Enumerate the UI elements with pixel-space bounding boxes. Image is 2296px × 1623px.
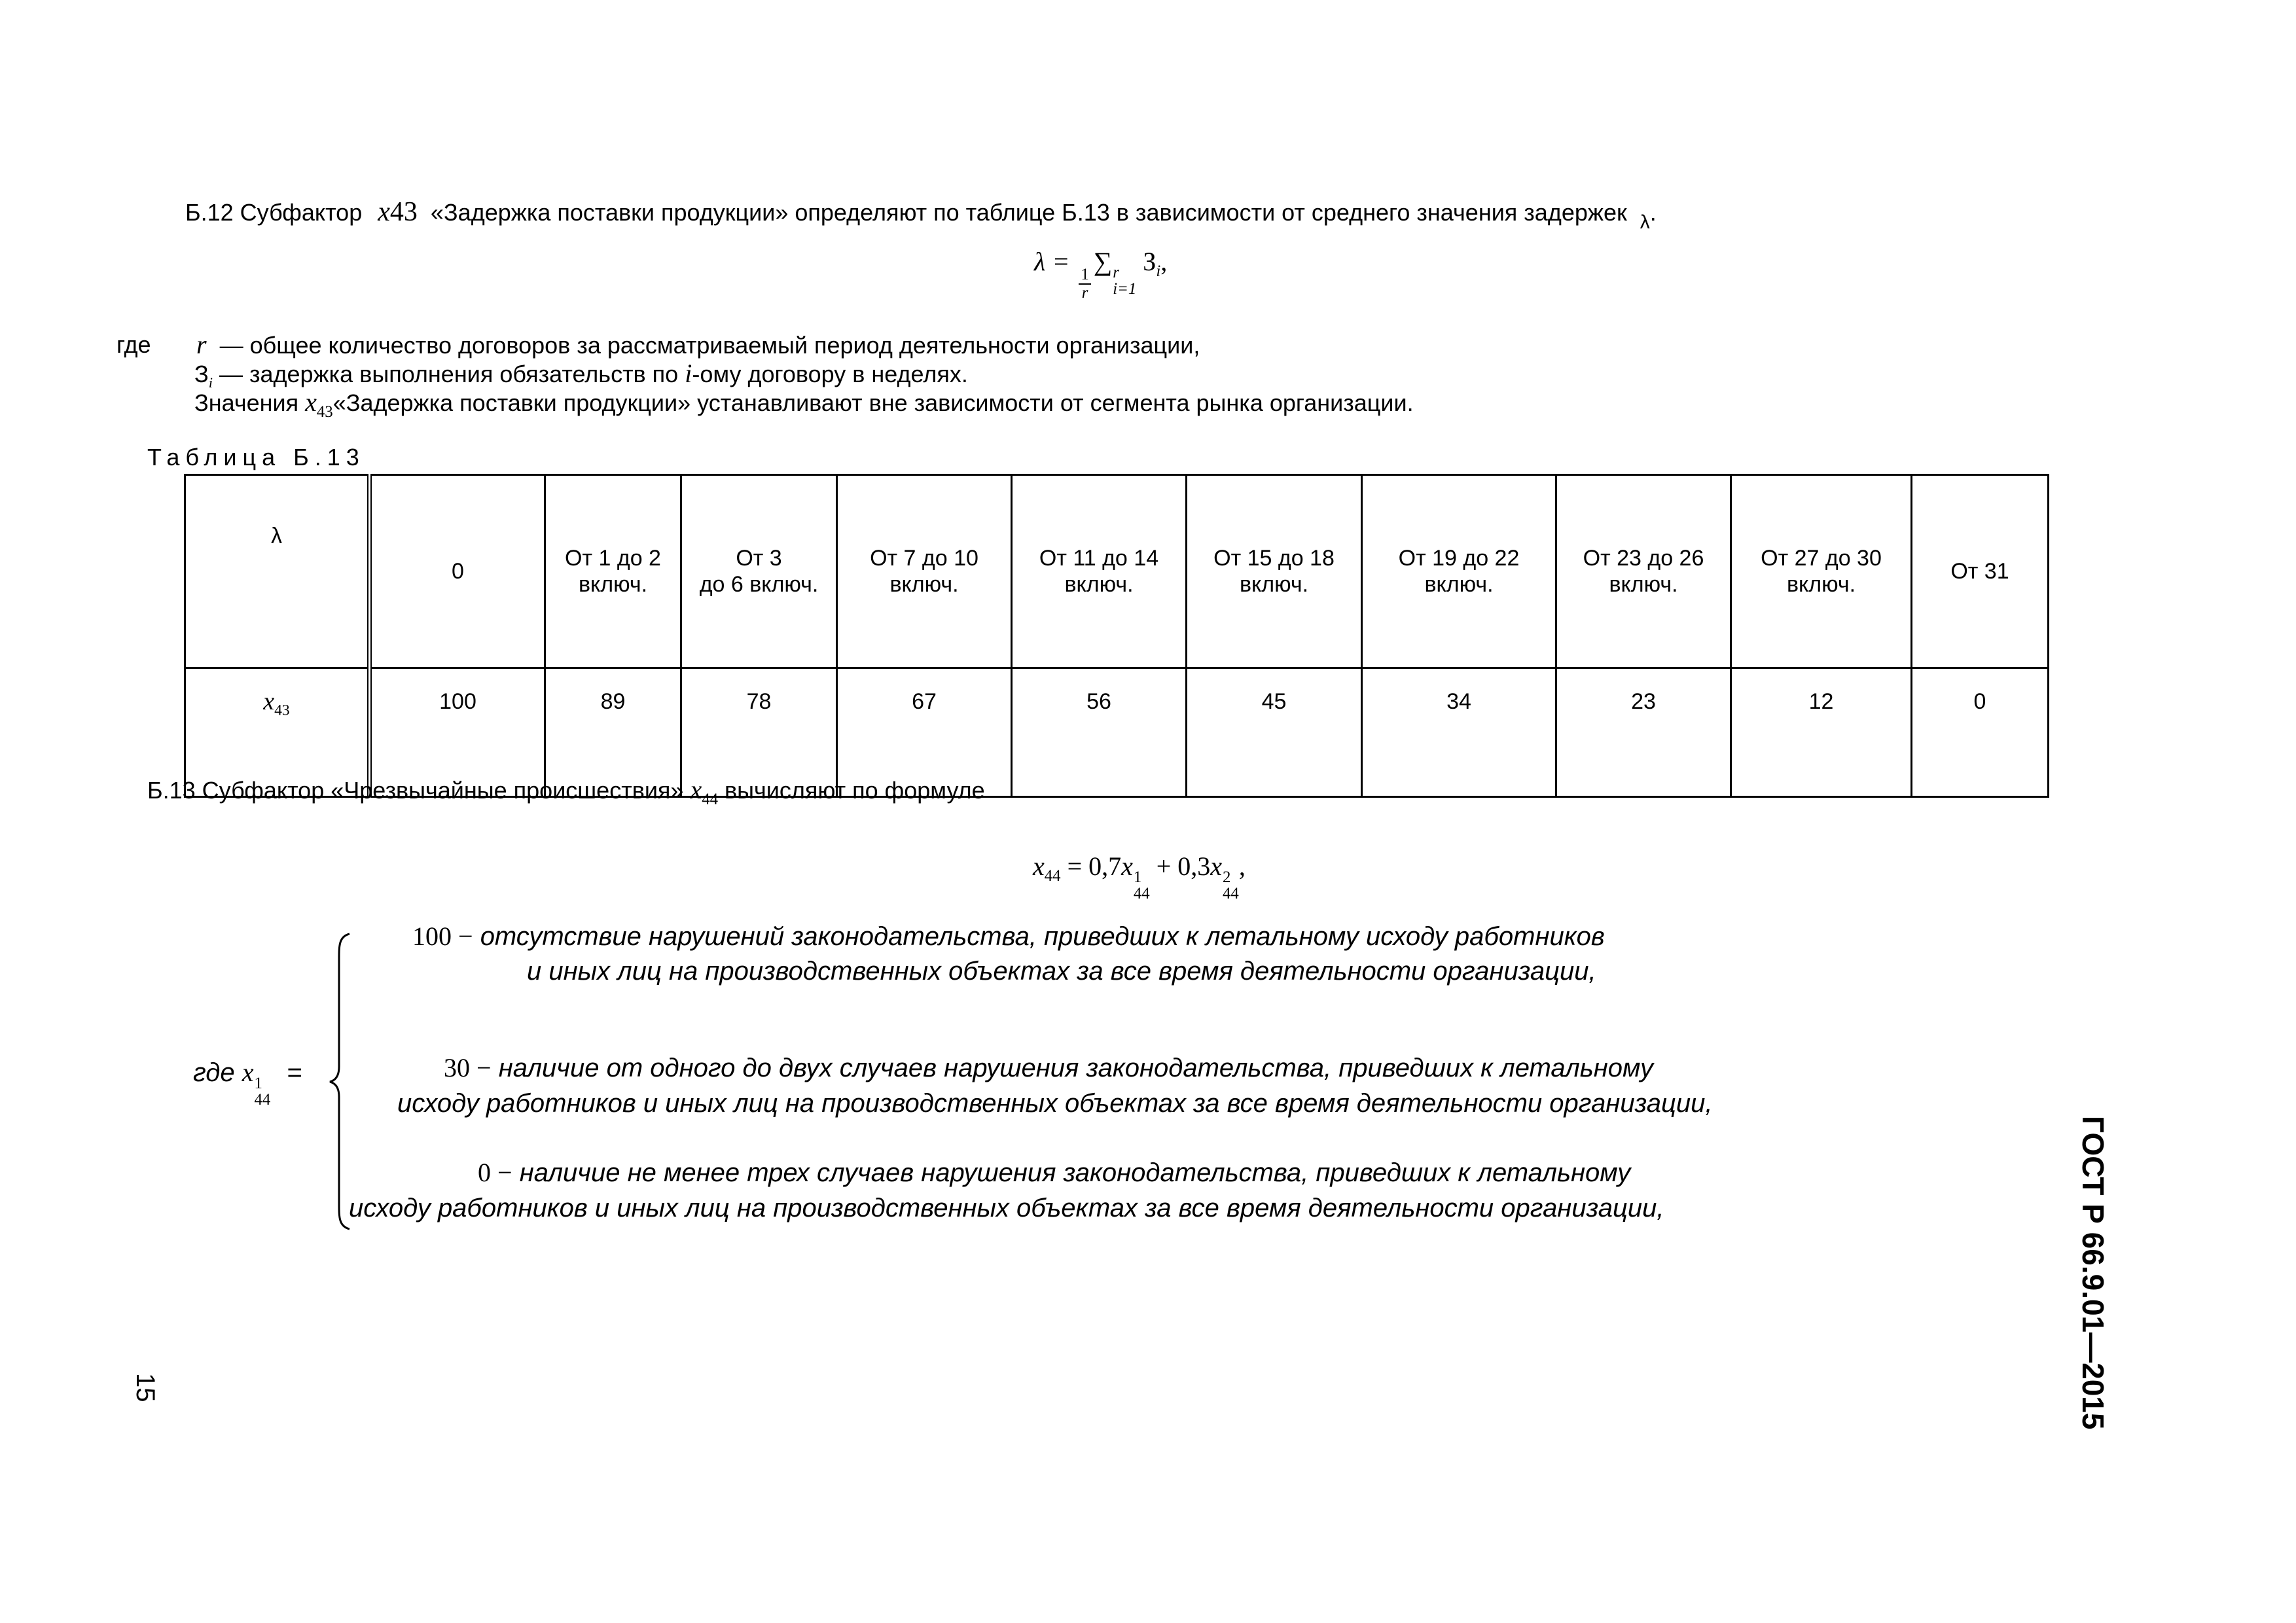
table-header-cell: От 1 до 2 включ. (545, 475, 681, 668)
fraction-numerator: 1 (1079, 266, 1090, 285)
table-value-cell: 12 (1731, 668, 1912, 797)
formula-lambda-tail: , (1160, 247, 1168, 276)
b12-paragraph (185, 197, 1657, 233)
b13-prefix: Б.13 Субфактор «Чрезвычайные происшествия» (147, 777, 684, 804)
left-brace (327, 933, 353, 1230)
fraction-denominator: r (1081, 283, 1088, 302)
table-b13 (184, 474, 2049, 798)
table-value-cell: 45 (1187, 668, 1362, 797)
case2-line2: исходу работников и иных лиц на производственных объектах за все время деятельности организации, (397, 1089, 1713, 1118)
table-header-cell: От 23 до 26 включ. (1556, 475, 1731, 668)
table-header-cell: От 27 до 30 включ. (1731, 475, 1912, 668)
table-header-cell: 0 (370, 475, 545, 668)
x44-plus: + 0,3 (1156, 851, 1211, 881)
case3-text1: наличие не менее трех случаев нарушения законодательства, приведших к летальному (519, 1158, 1631, 1187)
b12-var: x43 (378, 197, 418, 227)
where-z-line (194, 359, 968, 389)
sum-term: $З_i$ (1143, 247, 1161, 280)
where-word: где (117, 331, 151, 358)
case3-line1 (478, 1157, 1630, 1188)
values-var: $x_{43}$ (305, 387, 333, 421)
formula-lambda-lhs: λ = (1034, 247, 1070, 276)
r-desc: — общее количество договоров за рассматриваемый период деятельности организации, (219, 332, 1200, 359)
z-desc-1: — задержка выполнения обязательств по (219, 361, 679, 387)
formula-lambda-fraction (1079, 266, 1090, 302)
case3-line2: исходу работников и иных лиц на производственных объектах за все время деятельности организации, (349, 1194, 1664, 1222)
table-value-cell: 78 (681, 668, 837, 797)
formula-lambda (1034, 243, 1167, 302)
values-desc: «Задержка поставки продукции» устанавливают вне зависимости от сегмента рынка организации. (332, 389, 1414, 416)
table-header-cell: От 7 до 10 включ. (837, 475, 1012, 668)
z-i: i (685, 359, 692, 388)
z-var: $З_i$ (194, 361, 213, 391)
cases-lhs (193, 1057, 302, 1109)
table-value-cell: 23 (1556, 668, 1731, 797)
table-value-cell: 67 (837, 668, 1012, 797)
cases-eq: = (287, 1058, 302, 1087)
cases-var: x 1 44 (242, 1058, 271, 1109)
table-x43-header: $x_{43}$ (185, 668, 370, 797)
page-number: 15 (131, 1373, 160, 1402)
table-header-cell: От 31 (1912, 475, 2049, 668)
table-value-cell: 100 (370, 668, 545, 797)
table-header-row (185, 475, 2049, 668)
sum-lower: i=1 (1113, 279, 1137, 298)
case1-line2: и иных лиц на производственных объектах за все время деятельности организации, (527, 957, 1596, 986)
b12-lambda: λ (1640, 211, 1650, 233)
case2-value: 30 − (444, 1053, 492, 1082)
values-line (194, 387, 1414, 421)
table-header-cell: От 19 до 22 включ. (1362, 475, 1556, 668)
table-caption: Таблица Б.13 (147, 444, 365, 471)
table-value-cell: 0 (1912, 668, 2049, 797)
x44-lhs: $x_{44}$ (1033, 851, 1061, 885)
b12-text: «Задержка поставки продукции» определяют по таблице Б.13 в зависимости от среднего значения задержек (430, 199, 1627, 226)
sum-upper: r (1113, 264, 1119, 282)
cases-where-word: где (193, 1058, 235, 1087)
x44-term1: x 1 44 (1121, 851, 1150, 902)
table-header-cell: От 15 до 18 включ. (1187, 475, 1362, 668)
r-var: r (196, 330, 207, 359)
case1-value: 100 − (412, 921, 473, 951)
sum-symbol: ∑ (1093, 247, 1113, 276)
table-lambda-header: λ (185, 475, 370, 668)
values-prefix: Значения (194, 389, 299, 416)
table-value-cell: 34 (1362, 668, 1556, 797)
case3-value: 0 − (478, 1158, 512, 1187)
formula-x44 (1033, 848, 1246, 902)
document-side-title: ГОСТ Р 66.9.01—2015 (2076, 1116, 2110, 1430)
case1-text1: отсутствие нарушений законодательства, приведших к летальному исходу работников (480, 922, 1605, 951)
table-header-cell: От 3 до 6 включ. (681, 475, 837, 668)
b13-suffix: вычисляют по формуле (725, 777, 985, 804)
table-header-cell: От 11 до 14 включ. (1012, 475, 1187, 668)
case1-line1 (412, 921, 1605, 952)
table-value-cell: 56 (1012, 668, 1187, 797)
b12-dot: . (1649, 199, 1657, 226)
x44-tail: , (1238, 851, 1246, 881)
b12-prefix: Б.12 Субфактор (185, 199, 363, 226)
z-desc-2: -ому договору в неделях. (692, 361, 968, 387)
case2-text1: наличие от одного до двух случаев нарушения законодательства, приведших к летальному (498, 1054, 1654, 1082)
where-r-line (196, 330, 1200, 360)
x44-eq: = 0,7 (1067, 851, 1122, 881)
table-value-cell: 89 (545, 668, 681, 797)
x44-term2: x 2 44 (1210, 851, 1239, 902)
sum-limits (1113, 265, 1136, 298)
b13-paragraph (147, 775, 985, 808)
b13-var: $x_{44}$ (690, 775, 719, 808)
case2-line1 (444, 1052, 1653, 1084)
